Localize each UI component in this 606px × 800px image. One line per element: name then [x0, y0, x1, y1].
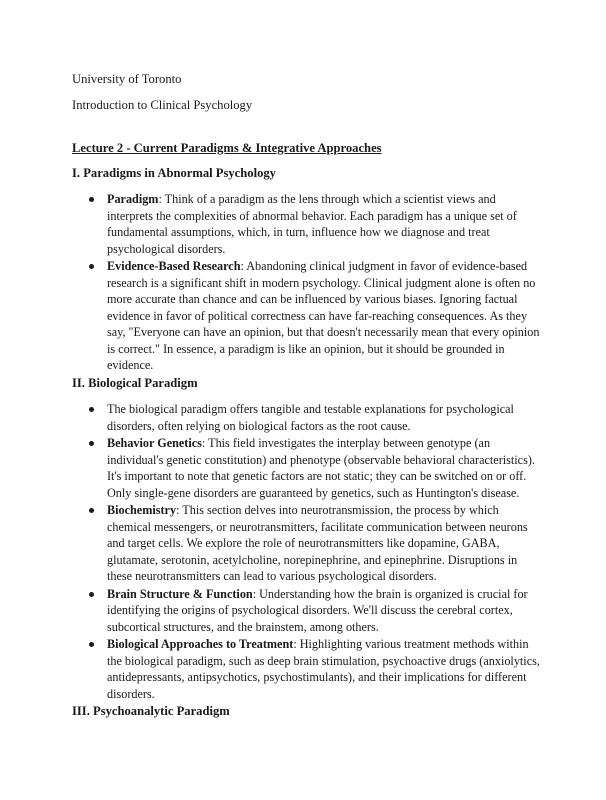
course-title: Introduction to Clinical Psychology: [72, 97, 253, 112]
term-description: : Highlighting various treatment methods within the biological paradigm, such as deep brain stimulation, psychoactive drugs (anxiolytics, antidepressants, antipsychotics, psychostimulants), and their implications for different disorders.: [107, 637, 540, 701]
list-item-paradigm: [107, 191, 542, 257]
lecture-title: Lecture 2 - Current Paradigms & Integrative Approaches: [72, 141, 382, 155]
section-heading-psychoanalytic: III. Psychoanalytic Paradigm: [72, 704, 230, 718]
term-label: Paradigm: [107, 192, 159, 206]
paradigms-list: [72, 191, 542, 374]
term-label: Biochemistry: [107, 503, 177, 517]
term-description: : Think of a paradigm as the lens through which a scientist views and interprets the complexities of abnormal behavior. Each paradigm has a unique set of fundamental assumptions, which, in turn, influence how we diagnose and treat psychological disorders.: [107, 192, 517, 256]
term-label: Brain Structure & Function: [107, 586, 253, 601]
section-heading-biological: II. Biological Paradigm: [72, 375, 198, 390]
list-item-brain-structure: [107, 586, 542, 636]
term-label: Behavior Genetics: [107, 436, 202, 450]
list-item-biological-treatment: [107, 636, 542, 702]
section-heading-paradigms: I. Paradigms in Abnormal Psychology: [72, 165, 276, 180]
term-description: : Abandoning clinical judgment in favor of evidence-based research is a significant shift in modern psychology. Clinical judgment alone is often no more accurate than chance and can be influenced by various biases. Ignoring factual evidence in favor of political correctness can have far-reaching consequences. As they say, "Everyone can have an opinion, but that doesn't necessarily mean that every opinion is correct." In essence, a paradigm is like an opinion, but it should be grounded in evidence.: [107, 259, 540, 372]
item-text: The biological paradigm offers tangible and testable explanations for psychological disorders, often relying on biological factors as the root cause.: [107, 402, 514, 433]
term-description: : Understanding how the brain is organized is crucial for identifying the origins of psychological disorders. We'll discuss the cerebral cortex, subcortical structures, and the brainstem, among others.: [107, 586, 528, 634]
biological-list: [72, 401, 542, 702]
list-item-evidence-based-research: [107, 258, 542, 374]
term-description: : This field investigates the interplay between genotype (an individual's genetic constitution) and phenotype (observable behavioral characteristics). It's important to note that genetic factors are not static; they can be switched on or off. Only single-gene disorders are guaranteed by genetics, such as Huntington's disease.: [107, 436, 535, 500]
document-page: [72, 71, 542, 720]
term-description: : This section delves into neurotransmission, the process by which chemical messengers, or neurotransmitters, facilitate communication between neurons and target cells. We explore the role of neurotransmitters like dopamine, GABA, glutamate, serotonin, acetylcholine, norepinephrine, and epinephrine. Disruptions in these neurotransmitters can lead to various psychological disorders.: [107, 503, 528, 583]
list-item-biochemistry: [107, 502, 542, 585]
list-item-biological-intro: [107, 401, 542, 434]
institution-name: University of Toronto: [72, 72, 182, 86]
term-label: Evidence-Based Research: [107, 259, 241, 273]
term-label: Biological Approaches to Treatment: [107, 637, 294, 651]
list-item-behavior-genetics: [107, 435, 542, 501]
